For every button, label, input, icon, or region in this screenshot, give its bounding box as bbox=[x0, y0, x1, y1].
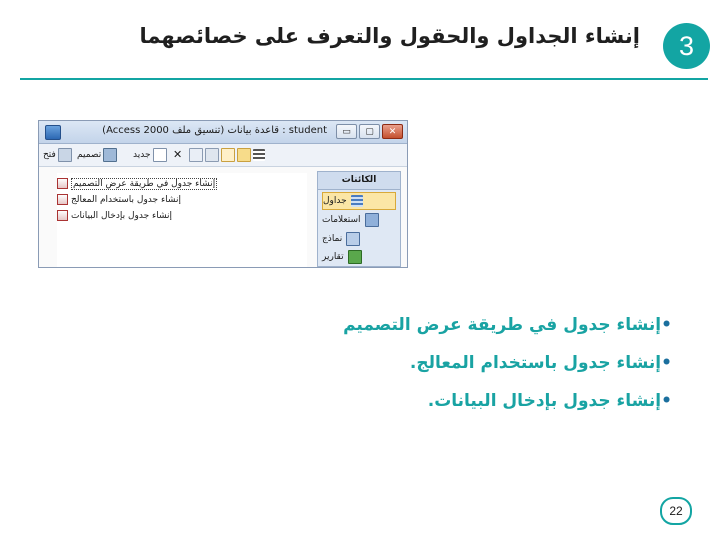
page-number: 22 bbox=[669, 504, 683, 518]
open-icon bbox=[58, 148, 72, 162]
close-button[interactable]: ✕ bbox=[382, 124, 403, 139]
report-icon bbox=[348, 250, 362, 264]
slide-number: 3 bbox=[678, 30, 695, 61]
bullet-marker: • bbox=[661, 315, 672, 335]
window-title: student : قاعدة بيانات (تنسيق ملف Access 2000) bbox=[102, 125, 327, 136]
datasheet-icon bbox=[57, 210, 68, 221]
access-app-icon bbox=[45, 125, 61, 140]
delete-icon[interactable]: ✕ bbox=[173, 148, 183, 161]
bullet-item bbox=[252, 389, 672, 427]
objects-list bbox=[57, 173, 307, 267]
table-icon bbox=[351, 195, 363, 207]
bullet-text: إنشاء جدول باستخدام المعالج. bbox=[409, 353, 662, 373]
bullet-text: إنشاء جدول بإدخال البيانات. bbox=[427, 391, 662, 411]
bullet-marker: • bbox=[661, 353, 672, 373]
list-item[interactable]: إنشاء جدول باستخدام المعالج bbox=[57, 192, 181, 207]
large-icons-icon[interactable] bbox=[205, 147, 219, 162]
objects-header: الكائنات bbox=[318, 172, 400, 190]
window-titlebar bbox=[39, 121, 407, 144]
list-item[interactable]: إنشاء جدول بإدخال البيانات bbox=[57, 208, 172, 223]
small-icons-icon[interactable] bbox=[221, 147, 235, 162]
design-icon bbox=[103, 148, 117, 162]
page-number-badge bbox=[660, 497, 692, 525]
window-controls bbox=[336, 124, 403, 139]
title-divider bbox=[20, 78, 708, 80]
slide-number-badge bbox=[663, 23, 710, 69]
new-icon bbox=[153, 148, 167, 162]
bullet-list bbox=[252, 313, 672, 427]
design-button[interactable]: تصميم bbox=[77, 147, 117, 162]
objects-item-tables[interactable]: جداول bbox=[322, 192, 396, 210]
list-view-icon[interactable] bbox=[237, 147, 251, 162]
objects-item-queries[interactable]: استعلامات bbox=[322, 211, 396, 229]
objects-item-forms[interactable]: نماذج bbox=[322, 230, 396, 248]
window-toolbar bbox=[39, 144, 407, 167]
new-button[interactable]: جديد bbox=[133, 147, 167, 162]
bullet-marker: • bbox=[661, 391, 672, 411]
rename-icon[interactable] bbox=[189, 147, 203, 162]
bullet-item bbox=[252, 351, 672, 389]
objects-pane bbox=[317, 171, 401, 267]
design-view-icon bbox=[57, 178, 68, 189]
restore-button[interactable]: ▢ bbox=[359, 124, 380, 139]
bullet-item bbox=[252, 313, 672, 351]
wizard-icon bbox=[57, 194, 68, 205]
bullet-text: إنشاء جدول في طريقة عرض التصميم bbox=[343, 315, 662, 335]
slide-title: إنشاء الجداول والحقول والتعرف على خصائصهما bbox=[139, 24, 640, 48]
query-icon bbox=[365, 213, 379, 227]
objects-item-reports[interactable]: تقارير bbox=[322, 248, 396, 266]
minimize-button[interactable]: ▭ bbox=[336, 124, 357, 139]
access-database-window bbox=[38, 120, 408, 268]
details-view-icon[interactable] bbox=[253, 147, 265, 162]
form-icon bbox=[346, 232, 360, 246]
open-button[interactable]: فتح bbox=[43, 147, 72, 162]
list-item[interactable]: إنشاء جدول في طريقة عرض التصميم bbox=[57, 176, 217, 191]
